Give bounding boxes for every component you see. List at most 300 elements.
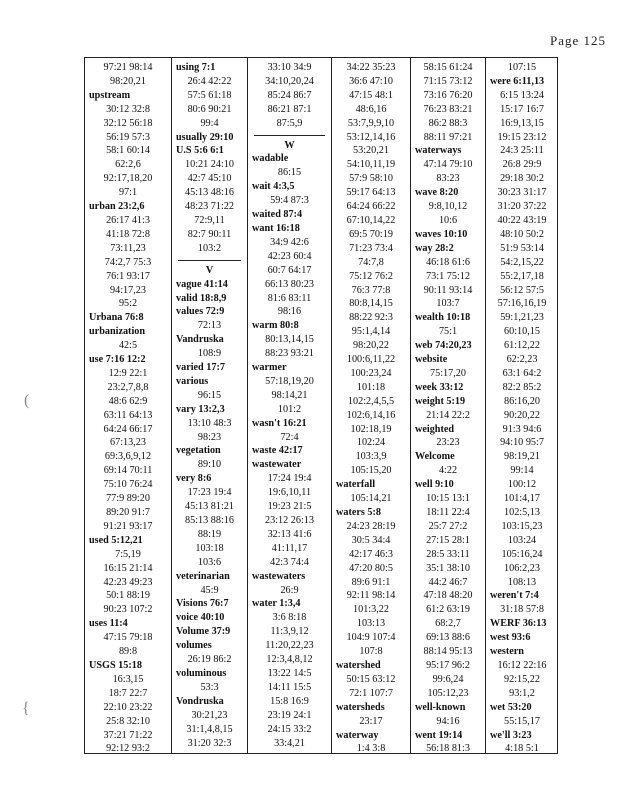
page-line-reference: 98:20,21 xyxy=(110,75,146,87)
page-line-reference: 57:16,16,19 xyxy=(497,298,547,310)
page-line-reference: 88:23 93:21 xyxy=(265,348,314,360)
index-term: usually 29:10 xyxy=(176,131,234,143)
page-line-reference: 34:10,20,24 xyxy=(265,75,314,87)
page-line-reference: 42:5 xyxy=(118,340,138,352)
page-line-reference: 75:12 76:2 xyxy=(349,270,393,282)
page-line-reference: 88:14 95:13 xyxy=(423,646,473,658)
page-line-reference: 103:7 xyxy=(436,298,460,310)
index-term: voluminous xyxy=(176,667,227,679)
page-line-reference: 41:11,17 xyxy=(271,542,308,554)
page-line-reference: 104:9 107:4 xyxy=(346,632,396,644)
page-line-reference: 101:4,17 xyxy=(504,493,540,505)
page-line-reference: 74:2,7 75:3 xyxy=(104,256,152,268)
page-line-reference: 62:2,23 xyxy=(506,354,538,366)
page-line-reference: 72:13 xyxy=(197,320,222,332)
page-line-reference: 88:19 xyxy=(197,528,222,540)
page-line-reference: 86:15 xyxy=(277,167,302,179)
page-line-reference: 32:12 56:18 xyxy=(103,117,153,129)
letter-section-divider xyxy=(178,260,241,261)
index-term: Vondruska xyxy=(176,695,224,707)
index-term: warmer xyxy=(252,362,287,374)
page-line-reference: 31:18 57:8 xyxy=(500,604,544,616)
page-line-reference: 33:4,21 xyxy=(274,737,305,749)
index-term: western xyxy=(490,646,524,658)
page-line-reference: 75:1 xyxy=(438,326,458,338)
page-line-reference: 11:3,9,12 xyxy=(270,626,309,638)
index-term: wasn't 16:21 xyxy=(252,417,307,429)
page-line-reference: 72:9,11 xyxy=(194,214,225,226)
page-line-reference: 48:6,16 xyxy=(355,103,387,115)
page-line-reference: 25:7 27:2 xyxy=(428,520,468,532)
index-term: water 1:3,4 xyxy=(252,598,301,610)
page-line-reference: 31:20 37:22 xyxy=(497,201,547,213)
page-line-reference: 13:10 48:3 xyxy=(187,417,232,429)
page-line-reference: 107:8 xyxy=(359,646,383,658)
page-line-reference: 7:5,19 xyxy=(115,548,141,560)
page-line-reference: 56:18 81:3 xyxy=(426,743,470,753)
index-term: wave 8:20 xyxy=(415,187,459,199)
page-line-reference: 23:12 26:13 xyxy=(265,515,314,526)
page-line-reference: 67:13,23 xyxy=(110,437,146,449)
page-line-reference: 98:16 xyxy=(277,306,302,318)
page-line-reference: 69:13 88:6 xyxy=(426,632,470,644)
index-term: wealth 10:18 xyxy=(415,312,471,324)
page-line-reference: 47:18 48:20 xyxy=(423,590,473,602)
page-line-reference: 67:10,14,22 xyxy=(346,214,396,226)
index-term: well-known xyxy=(415,701,466,713)
page-line-reference: 53:3 xyxy=(200,681,219,693)
page-line-reference: 87:5,9 xyxy=(276,117,303,129)
page-line-reference: 33:10 34:9 xyxy=(267,62,312,73)
index-term: web 74:20,23 xyxy=(415,340,472,352)
index-term: watersheds xyxy=(336,701,385,713)
page-line-reference: 92:15,22 xyxy=(504,673,540,685)
page-line-reference: 105:16,24 xyxy=(501,548,543,560)
index-column-4 xyxy=(332,61,410,753)
page-line-reference: 30:5 34:4 xyxy=(351,534,391,546)
page-line-reference: 71:15 73:12 xyxy=(423,75,473,87)
page-line-reference: 30:23 31:17 xyxy=(497,187,547,199)
page-line-reference: 95:1,4,14 xyxy=(351,326,391,338)
page-line-reference: 97:1 xyxy=(118,187,138,199)
page-line-reference: 16:15 21:14 xyxy=(103,562,153,574)
page-line-reference: 89:8 xyxy=(118,646,138,658)
index-column-6 xyxy=(486,61,558,753)
page-line-reference: 24:3 25:11 xyxy=(500,145,544,157)
page-line-reference: 88:11 97:21 xyxy=(423,131,473,143)
page-line-reference: 14:11 15:5 xyxy=(267,681,312,693)
page-line-reference: 10:6 xyxy=(438,214,458,226)
page-line-reference: 26:4 42:22 xyxy=(187,75,232,87)
page-line-reference: 68:2,7 xyxy=(435,618,461,630)
page-line-reference: 53:7,9,9,10 xyxy=(347,117,395,129)
page-line-reference: 97:21 98:14 xyxy=(103,62,153,73)
index-term: WERF 36:13 xyxy=(490,618,547,630)
page-line-reference: 4:18 5:1 xyxy=(505,743,539,753)
page-line-reference: 26:17 41:3 xyxy=(106,214,150,226)
page-line-reference: 99:14 xyxy=(510,465,534,477)
page-line-reference: 64:24 66:22 xyxy=(346,201,396,213)
page-line-reference: 47:14 79:10 xyxy=(423,159,473,171)
index-term: want 16:18 xyxy=(252,222,300,234)
page-line-reference: 17:23 19:4 xyxy=(187,487,232,499)
page-line-reference: 102:24 xyxy=(356,437,386,449)
index-term: waterways xyxy=(415,145,462,157)
index-term: weight 5:19 xyxy=(415,395,466,407)
page-line-reference: 54:2,15,22 xyxy=(500,256,544,268)
page-line-reference: 102:5,13 xyxy=(504,507,540,518)
page-line-reference: 103:6 xyxy=(197,556,222,568)
page-line-reference: 47:15 48:1 xyxy=(349,89,393,101)
page-line-reference: 17:24 19:4 xyxy=(267,473,312,485)
page-line-reference: 99:6,24 xyxy=(432,673,464,685)
page-line-reference: 57:9 58:10 xyxy=(349,173,393,185)
page-line-reference: 23:23 xyxy=(436,437,460,449)
index-term: Urbana 76:8 xyxy=(89,312,144,324)
index-term: week 33:12 xyxy=(415,381,464,393)
page-line-reference: 91:3 94:6 xyxy=(502,423,542,435)
page-line-reference: 23:2,7,8,8 xyxy=(107,381,149,393)
page-line-reference: 44:2 46:7 xyxy=(428,576,468,588)
page-line-reference: 85:24 86:7 xyxy=(267,89,312,101)
letter-section-divider xyxy=(254,135,325,136)
index-column-5 xyxy=(411,61,485,753)
page-line-reference: 34:9 42:6 xyxy=(270,236,309,248)
page-line-reference: 75:10 76:24 xyxy=(103,479,153,491)
page-line-reference: 88:22 92:3 xyxy=(349,312,393,324)
page-line-reference: 45:13 48:16 xyxy=(185,187,234,199)
page-line-reference: 100:23,24 xyxy=(350,367,392,379)
index-term: various xyxy=(176,375,209,387)
page-line-reference: 59:1,21,23 xyxy=(500,312,544,324)
index-table xyxy=(84,57,558,754)
page-line-reference: 42:7 45:10 xyxy=(187,173,232,185)
page-line-reference: 55:15,17 xyxy=(504,715,540,727)
page-line-reference: 19:23 21:5 xyxy=(267,501,312,513)
page-line-reference: 6:15 13:24 xyxy=(500,89,544,101)
index-column-3 xyxy=(248,61,331,753)
page-line-reference: 80:6 90:21 xyxy=(187,103,232,115)
page-line-reference: 86:21 87:1 xyxy=(267,103,312,115)
page-line-reference: 24:15 33:2 xyxy=(267,723,312,735)
page-line-reference: 40:22 43:19 xyxy=(497,214,547,226)
page-line-reference: 72:4 xyxy=(280,431,299,443)
page-line-reference: 26:8 29:9 xyxy=(502,159,542,171)
index-term: waterfall xyxy=(336,479,376,491)
page-line-reference: 74:7,8 xyxy=(358,256,384,268)
page-line-reference: 103:18 xyxy=(195,542,224,554)
index-term: used 5:12,21 xyxy=(89,534,143,546)
page-line-reference: 30:12 32:8 xyxy=(106,103,150,115)
page-line-reference: 108:13 xyxy=(507,576,537,588)
page-line-reference: 56:19 57:3 xyxy=(106,131,150,143)
page-line-reference: 73:1 75:12 xyxy=(426,270,470,282)
page-line-reference: 36:6 47:10 xyxy=(349,75,393,87)
page-line-reference: 100:12 xyxy=(507,479,537,491)
index-term: Visions 76:7 xyxy=(176,598,229,610)
page-line-reference: 93:1,2 xyxy=(509,687,535,699)
index-term: volumes xyxy=(176,640,212,652)
page-line-reference: 108:9 xyxy=(197,348,222,360)
page-line-reference: 77:9 89:20 xyxy=(106,493,150,505)
page-line-reference: 62:2,6 xyxy=(115,159,141,171)
page-line-reference: 64:24 66:17 xyxy=(103,423,153,435)
index-term: way 28:2 xyxy=(415,242,454,254)
page-line-reference: 102:2,4,5,5 xyxy=(347,395,395,407)
page-line-reference: 103:3,9 xyxy=(355,451,387,463)
index-term: weighted xyxy=(415,423,455,435)
page-line-reference: 30:21,23 xyxy=(191,709,228,721)
index-term: west 93:6 xyxy=(490,632,531,644)
page-line-reference: 11:20,22,23 xyxy=(265,640,314,652)
page-line-reference: 69:5 70:19 xyxy=(349,228,393,240)
page-line-reference: 90:23 107:2 xyxy=(103,604,153,616)
index-term: website xyxy=(415,354,448,366)
letter-heading: V xyxy=(205,264,214,276)
page-line-reference: 75:17,20 xyxy=(430,367,466,379)
page-line-reference: 83:23 xyxy=(436,173,460,185)
page-line-reference: 63:11 64:13 xyxy=(103,409,153,421)
page-line-reference: 105:12,23 xyxy=(427,687,469,699)
page-line-reference: 3:6 8:18 xyxy=(272,612,307,624)
page-line-reference: 55:2,17,18 xyxy=(500,270,544,282)
page-line-reference: 23:17 xyxy=(359,715,383,727)
page-line-reference: 9:8,10,12 xyxy=(428,201,468,213)
page-line-reference: 60:7 64:17 xyxy=(267,264,312,276)
index-term: use 7:16 12:2 xyxy=(89,354,146,366)
page-line-reference: 60:10,15 xyxy=(504,326,540,338)
page-line-reference: 59:4 87:3 xyxy=(270,195,309,207)
page-line-reference: 90:11 93:14 xyxy=(423,284,473,296)
page-line-reference: 29:18 30:2 xyxy=(500,173,544,185)
page-line-reference: 31:20 32:3 xyxy=(187,737,232,749)
page-line-reference: 58:1 60:14 xyxy=(106,145,150,157)
page-line-reference: 66:13 80:23 xyxy=(265,278,314,290)
page-line-reference: 105:14,21 xyxy=(350,493,392,505)
page-line-reference: 92:11 98:14 xyxy=(346,590,396,602)
page-line-reference: 73:16 76:20 xyxy=(423,89,473,101)
page-line-reference: 76:1 93:17 xyxy=(106,270,150,282)
index-term: urban 23:2,6 xyxy=(89,201,145,213)
page-line-reference: 18:7 22:7 xyxy=(108,687,148,699)
page-line-reference: 95:2 xyxy=(118,298,138,310)
page-line-reference: 48:6 62:9 xyxy=(108,395,148,407)
page-line-reference: 32:13 41:6 xyxy=(267,528,312,540)
index-term: wastewater xyxy=(252,459,302,471)
page-line-reference: 57:5 61:18 xyxy=(187,89,232,101)
page-line-reference: 98:23 xyxy=(197,431,222,443)
page-line-reference: 22:10 23:22 xyxy=(103,701,153,713)
page-line-reference: 37:21 71:22 xyxy=(103,729,153,741)
page-line-reference: 82:2 85:2 xyxy=(502,381,542,393)
page-line-reference: 50:1 88:19 xyxy=(106,590,150,602)
index-term: went 19:14 xyxy=(415,729,463,741)
index-term: urbanization xyxy=(89,326,146,338)
page-line-reference: 18:11 22:4 xyxy=(426,507,470,518)
index-term: Volume 37:9 xyxy=(176,626,231,638)
page-line-reference: 103:13 xyxy=(356,618,386,630)
page-line-reference: 73:11,23 xyxy=(110,242,146,254)
page-line-reference: 69:14 70:11 xyxy=(103,465,153,477)
index-term: upstream xyxy=(89,89,131,101)
index-term: wastewaters xyxy=(252,570,306,582)
page-line-reference: 89:20 91:7 xyxy=(106,507,150,518)
page-line-reference: 19:15 23:12 xyxy=(497,131,547,143)
index-term: vary 13:2,3 xyxy=(176,403,225,415)
page-line-reference: 28:5 33:11 xyxy=(426,548,470,560)
index-term: voice 40:10 xyxy=(176,612,225,624)
index-term: USGS 15:18 xyxy=(89,659,142,671)
page-line-reference: 45:9 xyxy=(200,584,219,596)
index-term: waterway xyxy=(336,729,379,741)
index-term: waters 5:8 xyxy=(336,507,381,518)
page-line-reference: 80:8,14,15 xyxy=(349,298,393,310)
page-line-reference: 23:19 24:1 xyxy=(267,709,312,721)
page-line-reference: 54:10,11,19 xyxy=(346,159,396,171)
page-line-reference: 90:20,22 xyxy=(504,409,540,421)
index-term: varied 17:7 xyxy=(176,362,225,374)
index-term: warm 80:8 xyxy=(252,320,299,332)
page-line-reference: 27:15 28:1 xyxy=(426,534,470,546)
page-line-reference: 34:22 35:23 xyxy=(346,62,396,73)
page-line-reference: 98:20,22 xyxy=(353,340,389,352)
page-line-reference: 15:8 16:9 xyxy=(270,695,309,707)
page-line-reference: 48:10 50:2 xyxy=(500,228,544,240)
page-line-reference: 15:17 16:7 xyxy=(500,103,544,115)
page-line-reference: 102:6,14,16 xyxy=(346,409,396,421)
page-line-reference: 42:3 74:4 xyxy=(270,556,309,568)
index-term: we'll 3:23 xyxy=(490,729,532,741)
page-line-reference: 35:1 38:10 xyxy=(426,562,470,574)
page-line-reference: 10:15 13:1 xyxy=(426,493,470,505)
index-column-1 xyxy=(85,61,171,753)
index-term: values 72:9 xyxy=(176,306,225,318)
page-line-reference: 81:6 83:11 xyxy=(267,292,312,304)
page-line-reference: 45:13 81:21 xyxy=(185,501,234,513)
page-line-reference: 42:17 46:3 xyxy=(349,548,393,560)
page-line-reference: 105:15,20 xyxy=(350,465,392,477)
page-line-reference: 1:4 3:8 xyxy=(356,743,386,753)
page-line-reference: 103:2 xyxy=(197,242,222,254)
page-line-reference: 95:17 96:2 xyxy=(426,659,470,671)
index-term: vague 41:14 xyxy=(176,278,228,290)
index-term: veterinarian xyxy=(176,570,230,582)
page-line-reference: 106:2,23 xyxy=(504,562,540,574)
index-term: waited 87:4 xyxy=(252,209,303,221)
index-term: weren't 7:4 xyxy=(490,590,539,602)
page-line-reference: 50:15 63:12 xyxy=(346,673,396,685)
page-line-reference: 76:23 83:21 xyxy=(423,103,473,115)
page-line-reference: 86:2 88:3 xyxy=(428,117,468,129)
index-term: Welcome xyxy=(415,451,455,463)
page-line-reference: 61:2 63:19 xyxy=(426,604,470,616)
letter-heading: W xyxy=(284,139,295,151)
page-line-reference: 53:12,14,16 xyxy=(346,131,396,143)
index-term: were 6:11,13 xyxy=(490,75,545,87)
page-line-reference: 98:19,21 xyxy=(504,451,540,463)
page-line-reference: 48:23 71:22 xyxy=(185,201,234,213)
page-line-reference: 4:22 xyxy=(438,465,458,477)
page-line-reference: 42:23 60:4 xyxy=(267,250,312,262)
page-number: Page 125 xyxy=(549,33,606,48)
page-line-reference: 102:18,19 xyxy=(350,423,392,435)
page-line-reference: 91:21 93:17 xyxy=(103,520,153,532)
page-line-reference: 103:15,23 xyxy=(501,520,543,532)
binder-hole-mark: { xyxy=(22,700,30,717)
page-line-reference: 53:20,21 xyxy=(353,145,389,157)
page-line-reference: 12:3,4,8,12 xyxy=(266,654,313,666)
page-line-reference: 99:4 xyxy=(200,117,219,129)
index-term: watershed xyxy=(336,659,381,671)
page-line-reference: 56:12 57:5 xyxy=(500,284,544,296)
page-line-reference: 47:15 79:18 xyxy=(103,632,153,644)
page-line-reference: 69:3,6,9,12 xyxy=(104,451,152,463)
page-line-reference: 41:18 72:8 xyxy=(106,228,150,240)
page-line-reference: 16:12 22:16 xyxy=(497,659,547,671)
page-line-reference: 107:15 xyxy=(507,62,537,73)
index-term: wait 4:3,5 xyxy=(252,181,295,193)
page-line-reference: 89:10 xyxy=(197,459,222,471)
page-line-reference: 57:18,19,20 xyxy=(265,375,314,387)
page-line-reference: 82:7 90:11 xyxy=(187,228,232,240)
page-line-reference: 26:19 86:2 xyxy=(187,654,232,666)
page-line-reference: 101:3,22 xyxy=(353,604,389,616)
index-term: waste 42:17 xyxy=(252,445,303,457)
page-line-reference: 94:16 xyxy=(436,715,460,727)
page-line-reference: 13:22 14:5 xyxy=(267,667,312,679)
binder-hole-mark: ( xyxy=(24,392,30,409)
page-line-reference: 58:15 61:24 xyxy=(423,62,473,73)
page-line-reference: 76:3 77:8 xyxy=(351,284,391,296)
page-line-reference: 26:9 xyxy=(280,584,299,596)
page-line-reference: 101:2 xyxy=(277,403,302,415)
page-line-reference: 16:9,13,15 xyxy=(500,117,544,129)
page-line-reference: 46:18 61:6 xyxy=(426,256,470,268)
index-term: waves 10:10 xyxy=(415,228,468,240)
page-line-reference: 96:15 xyxy=(197,389,222,401)
page-line-reference: 63:1 64:2 xyxy=(502,367,542,379)
index-term: wet 53:20 xyxy=(490,701,532,713)
page-line-reference: 16:3,15 xyxy=(112,673,144,685)
page-line-reference: 72:1 107:7 xyxy=(349,687,393,699)
page-line-reference: 71:23 73:4 xyxy=(349,242,393,254)
page-line-reference: 80:13,14,15 xyxy=(265,334,314,346)
page-line-reference: 51:9 53:14 xyxy=(500,242,544,254)
page-line-reference: 47:20 80:5 xyxy=(349,562,393,574)
page-line-reference: 10:21 24:10 xyxy=(185,159,234,171)
page-line-reference: 94:17,23 xyxy=(110,284,146,296)
index-term: very 8:6 xyxy=(176,473,212,485)
page-line-reference: 24:23 28:19 xyxy=(346,520,396,532)
page-line-reference: 85:13 88:16 xyxy=(185,515,234,526)
page-line-reference: 103:24 xyxy=(507,534,537,546)
page-line-reference: 101:18 xyxy=(356,381,386,393)
page-line-reference: 21:14 22:2 xyxy=(426,409,470,421)
page-line-reference: 92:12 93:2 xyxy=(106,743,150,753)
index-term: uses 11:4 xyxy=(89,618,128,630)
page-line-reference: 12:9 22:1 xyxy=(108,367,148,379)
page-line-reference: 94:10 95:7 xyxy=(500,437,544,449)
index-term: U.S 5:6 6:1 xyxy=(176,145,224,157)
page-line-reference: 31:1,4,8,15 xyxy=(186,723,233,735)
index-column-2 xyxy=(172,61,247,753)
index-term: using 7:1 xyxy=(176,62,216,73)
index-term: vegetation xyxy=(176,445,221,457)
index-term: well 9:10 xyxy=(415,479,454,491)
page-line-reference: 92:17,18,20 xyxy=(103,173,153,185)
page-line-reference: 42:23 49:23 xyxy=(103,576,153,588)
page-line-reference: 89:6 91:1 xyxy=(351,576,391,588)
